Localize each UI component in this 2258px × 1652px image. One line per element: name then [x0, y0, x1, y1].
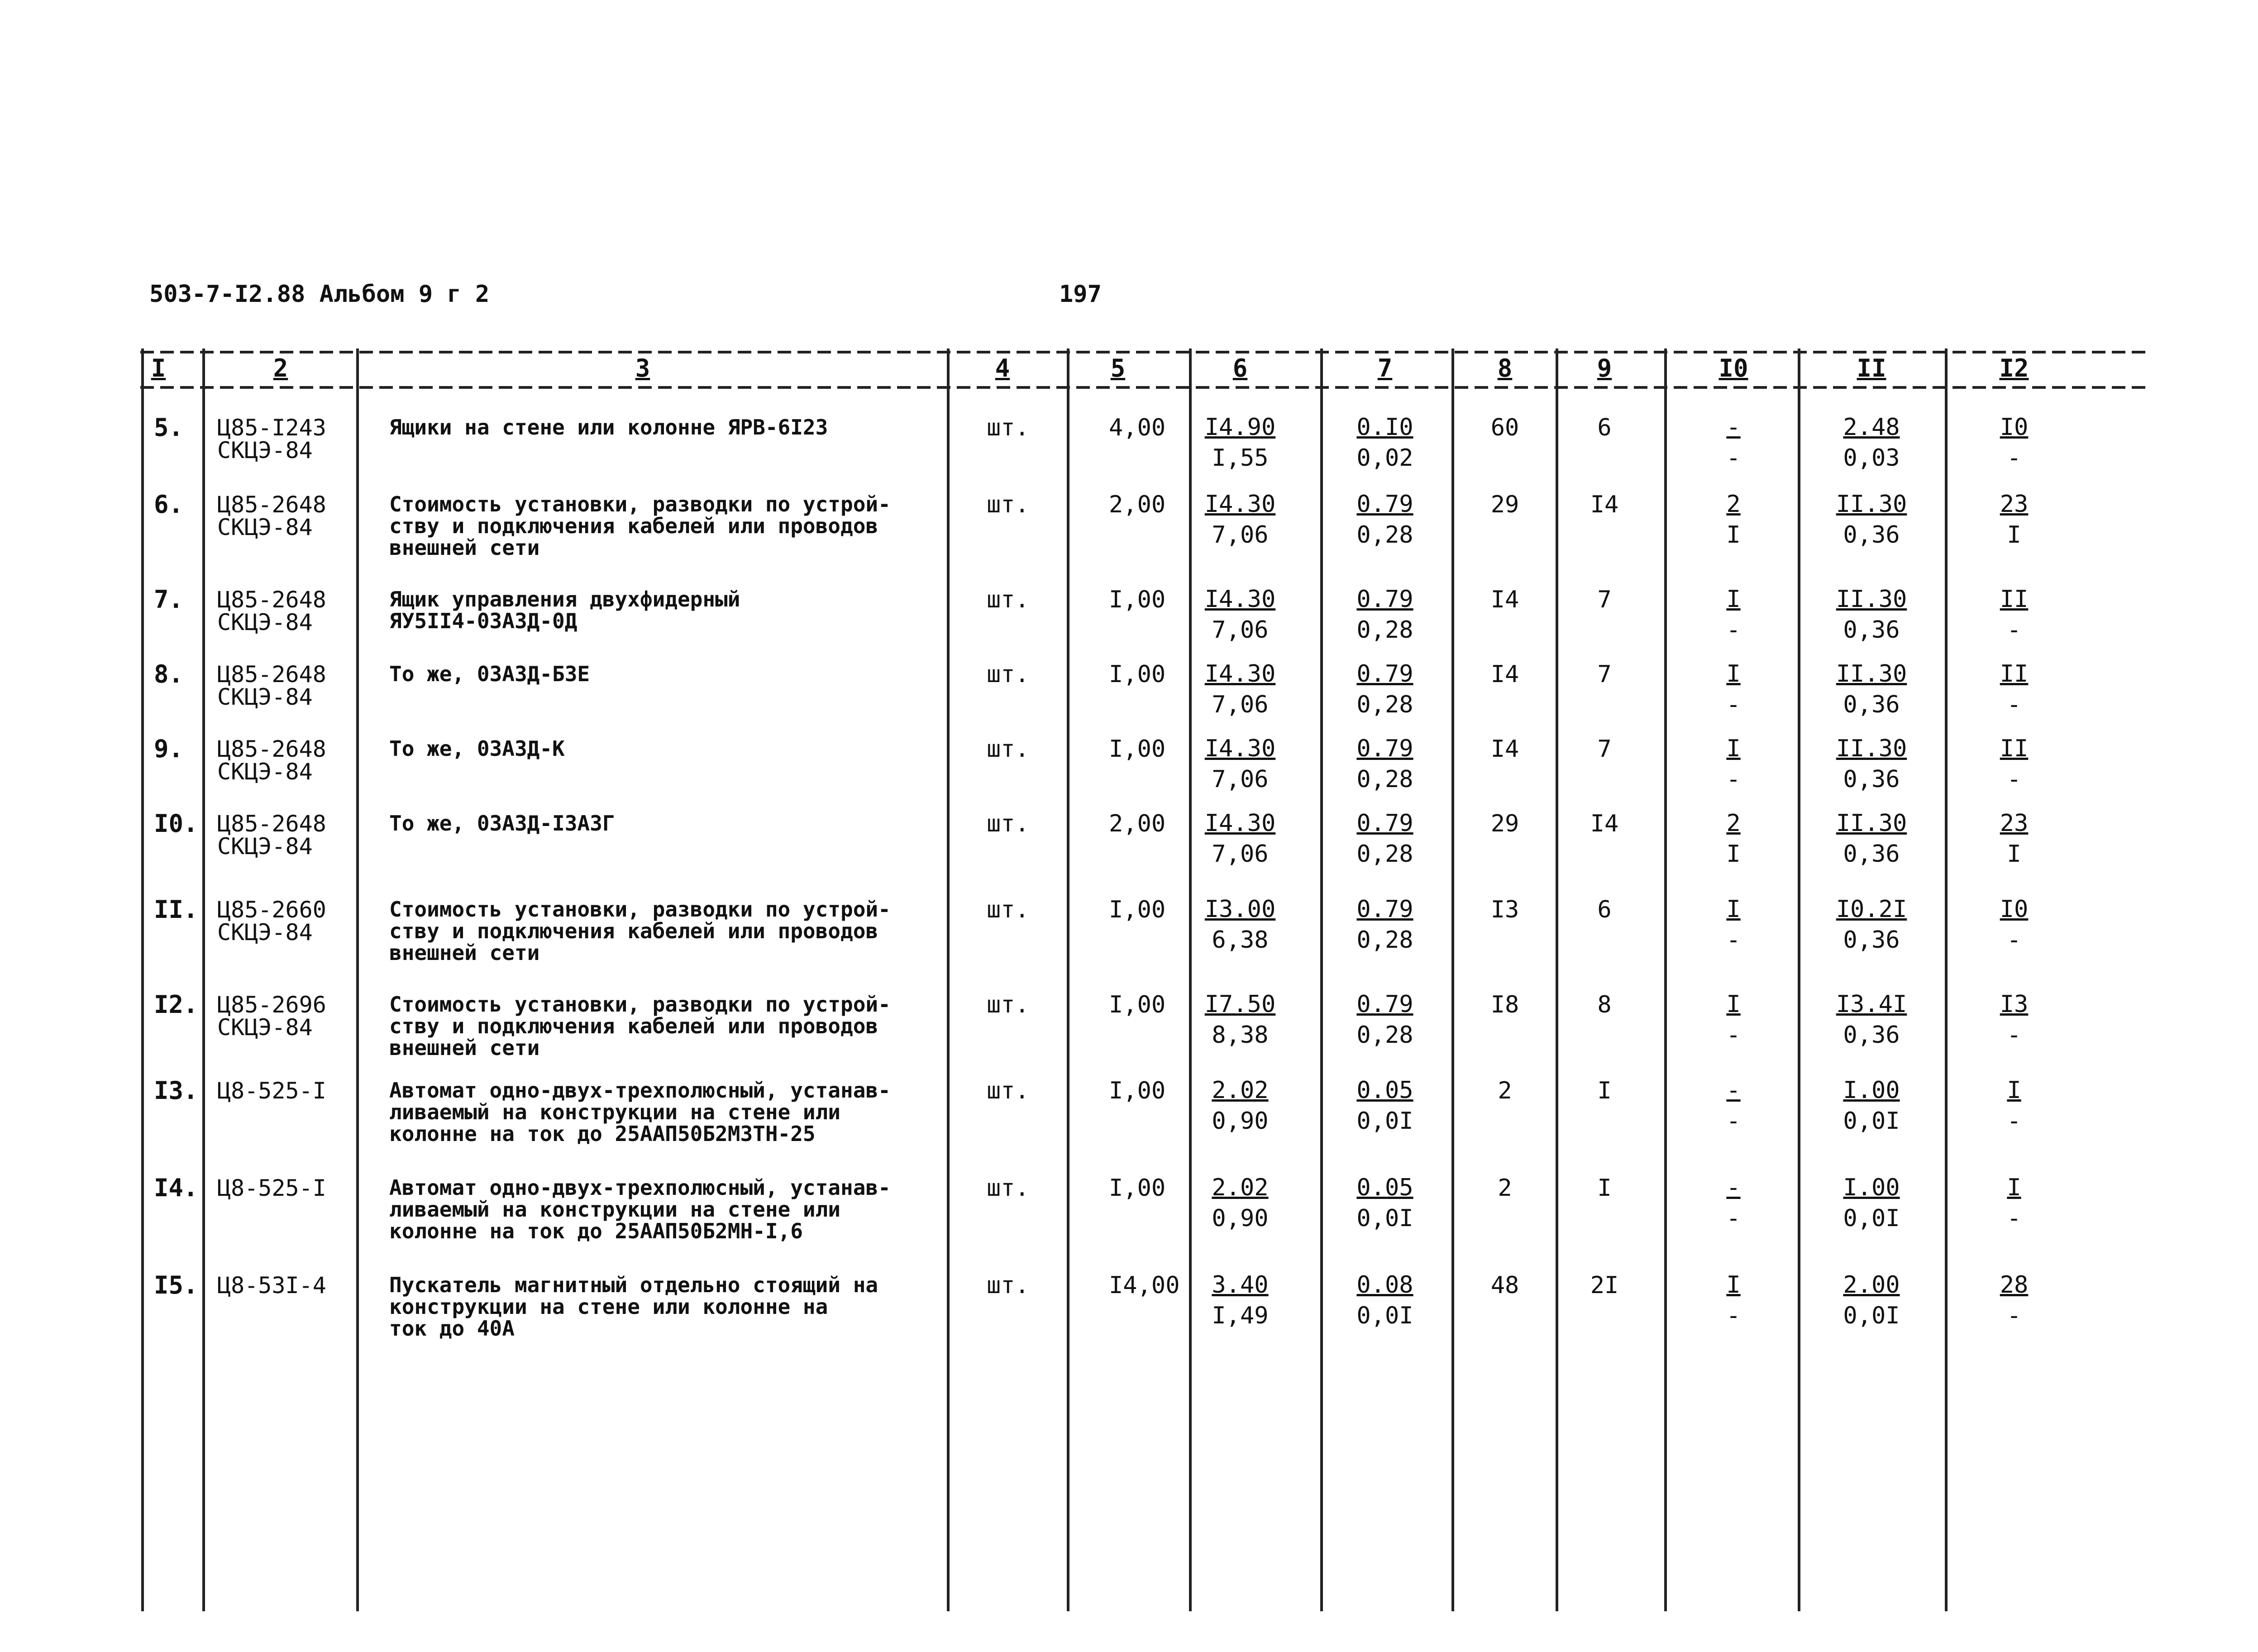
col-6-value — [1205, 584, 1276, 645]
col-7-value — [1356, 1172, 1413, 1234]
col-6-value-denominator: 6,38 — [1212, 926, 1269, 954]
col-8-value: 2 — [1498, 1077, 1512, 1104]
col-11-value-numerator: I.00 — [1843, 1077, 1900, 1104]
col-6-value — [1205, 808, 1276, 869]
col-6-value-numerator: I3.00 — [1204, 896, 1276, 923]
quantity: I,00 — [1109, 1077, 1166, 1104]
col-11-value-numerator: II.30 — [1836, 810, 1907, 837]
col-10-value-denominator: - — [1726, 691, 1741, 718]
col-7-value-denominator: 0,28 — [1356, 926, 1413, 954]
unit: шт. — [987, 1272, 1029, 1299]
column-number-8: 8 — [1497, 354, 1513, 382]
col-10-value-denominator: - — [1726, 1108, 1741, 1135]
col-12-value — [2000, 489, 2029, 550]
col-9-value: 7 — [1597, 735, 1612, 763]
col-12-value — [2000, 1270, 2029, 1331]
col-7-value — [1356, 733, 1413, 795]
col-11-value-numerator: II.30 — [1836, 586, 1907, 613]
col-12-value — [2007, 1075, 2021, 1136]
col-9-value: 7 — [1597, 586, 1612, 613]
col-6-value-denominator: 7,06 — [1212, 840, 1269, 868]
col-12-value-numerator: I — [2007, 1174, 2021, 1201]
unit: шт. — [987, 414, 1029, 441]
col-10-value — [1726, 989, 1740, 1050]
col-11-value — [1836, 659, 1907, 720]
col-7-value-denominator: 0,28 — [1356, 766, 1413, 793]
col-11-value-denominator: 0,36 — [1843, 840, 1900, 868]
col-6-value-numerator: I4.30 — [1204, 491, 1276, 518]
col-6-value-numerator: I4.30 — [1204, 735, 1276, 762]
col-12-value — [2000, 659, 2029, 720]
col-6-value-numerator: I4.30 — [1204, 660, 1276, 688]
work-description: Стоимость установки, разводки по устрой- ству и подключения кабелей или проводов внешней сети — [389, 992, 891, 1060]
col-6-value — [1205, 659, 1276, 720]
price-code: Ц85-2660 СКЦЭ-84 — [217, 897, 326, 945]
col-10-value-denominator: I — [1726, 521, 1741, 549]
col-8-value: 48 — [1490, 1272, 1519, 1299]
col-8-value: 29 — [1490, 491, 1519, 518]
column-number-2: 2 — [273, 354, 288, 382]
col-12-value — [2000, 584, 2029, 645]
quantity: I,00 — [1109, 896, 1166, 923]
col-7-value-numerator: 0.79 — [1356, 735, 1413, 762]
col-6-value — [1205, 989, 1276, 1050]
unit: шт. — [987, 586, 1029, 613]
col-7-value-denominator: 0,0I — [1356, 1302, 1413, 1329]
col-11-value-denominator: 0,36 — [1843, 1022, 1900, 1049]
col-9-value: 7 — [1597, 661, 1612, 688]
col-8-value: I4 — [1490, 586, 1519, 613]
col-10-value-denominator: I — [1726, 840, 1741, 868]
col-11-value-numerator: II.30 — [1836, 660, 1907, 688]
col-11-value-denominator: 0,0I — [1843, 1302, 1900, 1329]
col-12-value-denominator: - — [2007, 766, 2021, 793]
col-11-value-denominator: 0,36 — [1843, 766, 1900, 793]
col-12-value-numerator: 23 — [2000, 491, 2029, 518]
col-9-value: 6 — [1597, 896, 1612, 923]
col-9-value: I — [1597, 1175, 1612, 1202]
unit: шт. — [987, 491, 1029, 518]
col-9-value: I — [1597, 1077, 1612, 1104]
column-number-5: 5 — [1110, 354, 1126, 382]
price-code: Ц8-53I-4 — [217, 1272, 326, 1299]
col-6-value-numerator: I7.50 — [1204, 991, 1276, 1018]
price-code: Ц8-525-I — [217, 1175, 326, 1201]
col-12-value-numerator: II — [2000, 586, 2029, 613]
quantity: 2,00 — [1109, 810, 1166, 837]
col-10-value-numerator: - — [1726, 414, 1741, 441]
col-12-value-numerator: 28 — [2000, 1271, 2029, 1299]
col-11-value-numerator: 2.48 — [1843, 414, 1900, 441]
quantity: 4,00 — [1109, 414, 1166, 441]
col-7-value — [1356, 659, 1413, 720]
price-code: Ц85-2648 СКЦЭ-84 — [217, 661, 326, 710]
col-12-value — [2000, 808, 2029, 869]
col-8-value: 60 — [1490, 414, 1519, 441]
col-9-value: 2I — [1590, 1272, 1619, 1299]
col-7-value-numerator: 0.79 — [1356, 491, 1413, 518]
col-6-value-denominator: I,49 — [1212, 1302, 1269, 1329]
col-11-value — [1843, 1270, 1900, 1331]
quantity: I,00 — [1109, 991, 1166, 1018]
col-11-value — [1843, 1172, 1900, 1234]
col-6-value-denominator: 7,06 — [1212, 691, 1269, 718]
col-11-value — [1836, 584, 1907, 645]
col-9-value: 6 — [1597, 414, 1612, 441]
col-10-value — [1726, 808, 1740, 869]
col-10-value-numerator: - — [1726, 1174, 1741, 1201]
row-number: I3. — [154, 1076, 198, 1105]
row-number: I0. — [154, 809, 198, 838]
col-10-value-denominator: - — [1726, 1302, 1741, 1329]
price-code: Ц85-2648 СКЦЭ-84 — [217, 492, 326, 540]
col-8-value: 2 — [1498, 1175, 1512, 1202]
col-6-value-denominator: 7,06 — [1212, 766, 1269, 793]
col-8-value: I4 — [1490, 661, 1519, 688]
col-11-value-denominator: 0,36 — [1843, 926, 1900, 954]
col-11-value — [1836, 489, 1907, 550]
unit: шт. — [987, 896, 1029, 923]
col-12-value-denominator: - — [2007, 1205, 2021, 1232]
row-number: 9. — [154, 735, 184, 763]
col-12-value-denominator: - — [2007, 926, 2021, 954]
col-6-value — [1212, 1075, 1268, 1136]
col-6-value-denominator: 7,06 — [1212, 616, 1269, 644]
col-10-value — [1726, 489, 1740, 550]
col-7-value — [1356, 894, 1413, 955]
price-code: Ц85-2648 СКЦЭ-84 — [217, 736, 326, 785]
row-number: 5. — [154, 413, 184, 442]
col-6-value — [1205, 733, 1276, 795]
col-10-value-numerator: 2 — [1726, 491, 1741, 518]
col-10-value — [1726, 412, 1740, 473]
row-number: 8. — [154, 660, 184, 688]
col-7-value-numerator: 0.79 — [1356, 586, 1413, 613]
quantity: I,00 — [1109, 1175, 1166, 1202]
row-number: I5. — [154, 1271, 198, 1299]
column-number-11: II — [1857, 354, 1886, 382]
header-dashed-lines — [140, 352, 2145, 387]
price-code: Ц85-2648 СКЦЭ-84 — [217, 811, 326, 859]
col-10-value-numerator: I — [1726, 660, 1741, 688]
work-description: Стоимость установки, разводки по устрой- ству и подключения кабелей или проводов внешней сети — [389, 492, 891, 560]
col-6-value-denominator: 8,38 — [1212, 1022, 1269, 1049]
col-6-value-numerator: I4.30 — [1204, 586, 1276, 613]
col-7-value-numerator: 0.79 — [1356, 896, 1413, 923]
col-11-value-numerator: I3.4I — [1836, 991, 1907, 1018]
col-11-value-numerator: I0.2I — [1836, 896, 1907, 923]
col-10-value-numerator: I — [1726, 1271, 1741, 1299]
work-description: То же, 03А3Д-I3А3Г — [389, 811, 615, 836]
col-6-value — [1212, 1270, 1268, 1331]
col-7-value — [1356, 1075, 1413, 1136]
col-10-value — [1726, 659, 1740, 720]
column-number-10: I0 — [1719, 354, 1748, 382]
col-8-value: I4 — [1490, 735, 1519, 763]
price-code: Ц85-I243 СКЦЭ-84 — [217, 415, 326, 463]
col-7-value — [1356, 489, 1413, 550]
col-7-value-numerator: 0.05 — [1356, 1174, 1413, 1201]
col-10-value-numerator: I — [1726, 735, 1741, 762]
col-10-value-numerator: I — [1726, 991, 1741, 1018]
col-8-value: I3 — [1490, 896, 1519, 923]
col-7-value-denominator: 0,0I — [1356, 1205, 1413, 1232]
row-number: I4. — [154, 1174, 198, 1202]
row-number: 6. — [154, 490, 184, 519]
column-number-3: 3 — [635, 354, 650, 382]
work-description: То же, 03А3Д-К — [389, 736, 565, 761]
col-12-value — [2000, 894, 2029, 955]
column-number-4: 4 — [995, 354, 1010, 382]
col-9-value: I4 — [1590, 810, 1619, 837]
work-description: Ящик управления двухфидерный ЯУ5II4-03А3Д-0Д — [389, 587, 740, 633]
col-12-value-numerator: I0 — [2000, 896, 2029, 923]
work-description: Ящики на стене или колонне ЯРВ-6I23 — [389, 415, 828, 439]
page-number: 197 — [1059, 281, 1102, 308]
col-10-value-numerator: I — [1726, 586, 1741, 613]
col-10-value — [1726, 584, 1740, 645]
col-12-value-numerator: I0 — [2000, 414, 2029, 441]
col-7-value — [1356, 412, 1413, 473]
unit: шт. — [987, 1175, 1029, 1202]
col-7-value-denominator: 0,28 — [1356, 691, 1413, 718]
price-code: Ц8-525-I — [217, 1078, 326, 1104]
col-11-value-numerator: II.30 — [1836, 491, 1907, 518]
col-11-value-denominator: 0,0I — [1843, 1108, 1900, 1135]
col-10-value-denominator: - — [1726, 1205, 1741, 1232]
col-7-value-numerator: 0.05 — [1356, 1077, 1413, 1104]
col-7-value-denominator: 0,28 — [1356, 616, 1413, 644]
col-12-value — [2000, 733, 2029, 795]
col-11-value-denominator: 0,0I — [1843, 1205, 1900, 1232]
col-12-value — [2007, 1172, 2021, 1234]
col-11-value — [1836, 989, 1907, 1050]
col-8-value: I8 — [1490, 991, 1519, 1018]
quantity: I,00 — [1109, 661, 1166, 688]
col-12-value-numerator: II — [2000, 660, 2029, 688]
col-12-value-denominator: - — [2007, 691, 2021, 718]
price-code: Ц85-2648 СКЦЭ-84 — [217, 587, 326, 635]
work-description: Автомат одно-двух-трехполюсный, устанав- ливаемый на конструкции на стене или колонне на ток до 25ААП50Б2МЗТН-25 — [389, 1078, 891, 1146]
col-11-value-numerator: II.30 — [1836, 735, 1907, 762]
col-12-value-numerator: 23 — [2000, 810, 2029, 837]
col-10-value — [1726, 1270, 1740, 1331]
work-description: То же, 03А3Д-Б3Е — [389, 662, 590, 686]
col-11-value — [1836, 733, 1907, 795]
col-11-value — [1836, 808, 1907, 869]
col-12-value-denominator: - — [2007, 616, 2021, 644]
col-11-value — [1843, 1075, 1900, 1136]
col-7-value — [1356, 989, 1413, 1050]
row-number: I2. — [154, 990, 198, 1019]
col-11-value-denominator: 0,36 — [1843, 691, 1900, 718]
col-10-value — [1726, 733, 1740, 795]
col-6-value — [1212, 1172, 1268, 1234]
col-11-value-denominator: 0,03 — [1843, 444, 1900, 472]
col-6-value-numerator: 3.40 — [1212, 1271, 1269, 1299]
col-7-value-numerator: 0.08 — [1356, 1271, 1413, 1299]
col-12-value-numerator: I3 — [2000, 991, 2029, 1018]
col-10-value — [1726, 1172, 1740, 1234]
col-12-value-denominator: - — [2007, 1302, 2021, 1329]
col-10-value — [1726, 1075, 1740, 1136]
unit: шт. — [987, 735, 1029, 763]
column-number-12: I2 — [1999, 354, 2029, 382]
document-code: 503-7-I2.88 Альбом 9 г 2 — [149, 281, 490, 308]
col-6-value-numerator: 2.02 — [1212, 1077, 1269, 1104]
quantity: I,00 — [1109, 586, 1166, 613]
col-12-value-numerator: I — [2007, 1077, 2021, 1104]
col-8-value: 29 — [1490, 810, 1519, 837]
col-7-value — [1356, 1270, 1413, 1331]
col-10-value-numerator: - — [1726, 1077, 1741, 1104]
col-6-value-denominator: 7,06 — [1212, 521, 1269, 549]
work-description: Автомат одно-двух-трехполюсный, устанав- ливаемый на конструкции на стене или колонне на ток до 25ААП50Б2МН-I,6 — [389, 1175, 891, 1243]
col-11-value-denominator: 0,36 — [1843, 521, 1900, 549]
col-12-value-denominator: I — [2007, 840, 2021, 868]
col-12-value-denominator: - — [2007, 1022, 2021, 1049]
col-11-value — [1836, 894, 1907, 955]
column-number-9: 9 — [1597, 354, 1612, 382]
col-12-value-numerator: II — [2000, 735, 2029, 762]
col-7-value-denominator: 0,0I — [1356, 1108, 1413, 1135]
column-number-1: I — [151, 354, 166, 382]
col-12-value-denominator: I — [2007, 521, 2021, 549]
unit: шт. — [987, 810, 1029, 837]
col-7-value-denominator: 0,28 — [1356, 1022, 1413, 1049]
col-7-value — [1356, 584, 1413, 645]
col-10-value — [1726, 894, 1740, 955]
col-9-value: I4 — [1590, 491, 1619, 518]
unit: шт. — [987, 661, 1029, 688]
price-code: Ц85-2696 СКЦЭ-84 — [217, 992, 326, 1041]
col-6-value — [1205, 489, 1276, 550]
col-6-value-denominator: I,55 — [1212, 444, 1269, 472]
col-7-value-numerator: 0.79 — [1356, 810, 1413, 837]
col-11-value-numerator: 2.00 — [1843, 1271, 1900, 1299]
col-12-value — [2000, 412, 2029, 473]
column-number-7: 7 — [1377, 354, 1393, 382]
col-9-value: 8 — [1597, 991, 1612, 1018]
quantity: I,00 — [1109, 735, 1166, 763]
col-11-value-denominator: 0,36 — [1843, 616, 1900, 644]
quantity: 2,00 — [1109, 491, 1166, 518]
col-10-value-denominator: - — [1726, 766, 1741, 793]
col-7-value-denominator: 0,02 — [1356, 444, 1413, 472]
col-6-value-denominator: 0,90 — [1212, 1108, 1269, 1135]
col-6-value — [1205, 412, 1276, 473]
unit: шт. — [987, 991, 1029, 1018]
col-10-value-numerator: I — [1726, 896, 1741, 923]
col-10-value-numerator: 2 — [1726, 810, 1741, 837]
col-6-value-numerator: I4.90 — [1204, 414, 1276, 441]
col-7-value-numerator: 0.79 — [1356, 991, 1413, 1018]
unit: шт. — [987, 1077, 1029, 1104]
col-10-value-denominator: - — [1726, 1022, 1741, 1049]
col-6-value-numerator: I4.30 — [1204, 810, 1276, 837]
col-11-value — [1843, 412, 1900, 473]
col-7-value-denominator: 0,28 — [1356, 521, 1413, 549]
col-7-value-denominator: 0,28 — [1356, 840, 1413, 868]
col-7-value-numerator: 0.79 — [1356, 660, 1413, 688]
row-number: II. — [154, 895, 198, 924]
col-10-value-denominator: - — [1726, 444, 1741, 472]
col-11-value-numerator: I.00 — [1843, 1174, 1900, 1201]
col-12-value — [2000, 989, 2029, 1050]
col-6-value-numerator: 2.02 — [1212, 1174, 1269, 1201]
col-12-value-denominator: - — [2007, 1108, 2021, 1135]
column-number-6: 6 — [1232, 354, 1248, 382]
row-number: 7. — [154, 585, 184, 614]
col-6-value — [1205, 894, 1276, 955]
col-12-value-denominator: - — [2007, 444, 2021, 472]
col-10-value-denominator: - — [1726, 926, 1741, 954]
col-7-value-numerator: 0.I0 — [1356, 414, 1413, 441]
col-10-value-denominator: - — [1726, 616, 1741, 644]
quantity: I4,00 — [1109, 1272, 1180, 1299]
col-7-value — [1356, 808, 1413, 869]
col-6-value-denominator: 0,90 — [1212, 1205, 1269, 1232]
work-description: Пускатель магнитный отдельно стоящий на конструкции на стене или колонне на ток до 40А — [389, 1273, 878, 1341]
work-description: Стоимость установки, разводки по устрой- ству и подключения кабелей или проводов внешней сети — [389, 897, 891, 965]
